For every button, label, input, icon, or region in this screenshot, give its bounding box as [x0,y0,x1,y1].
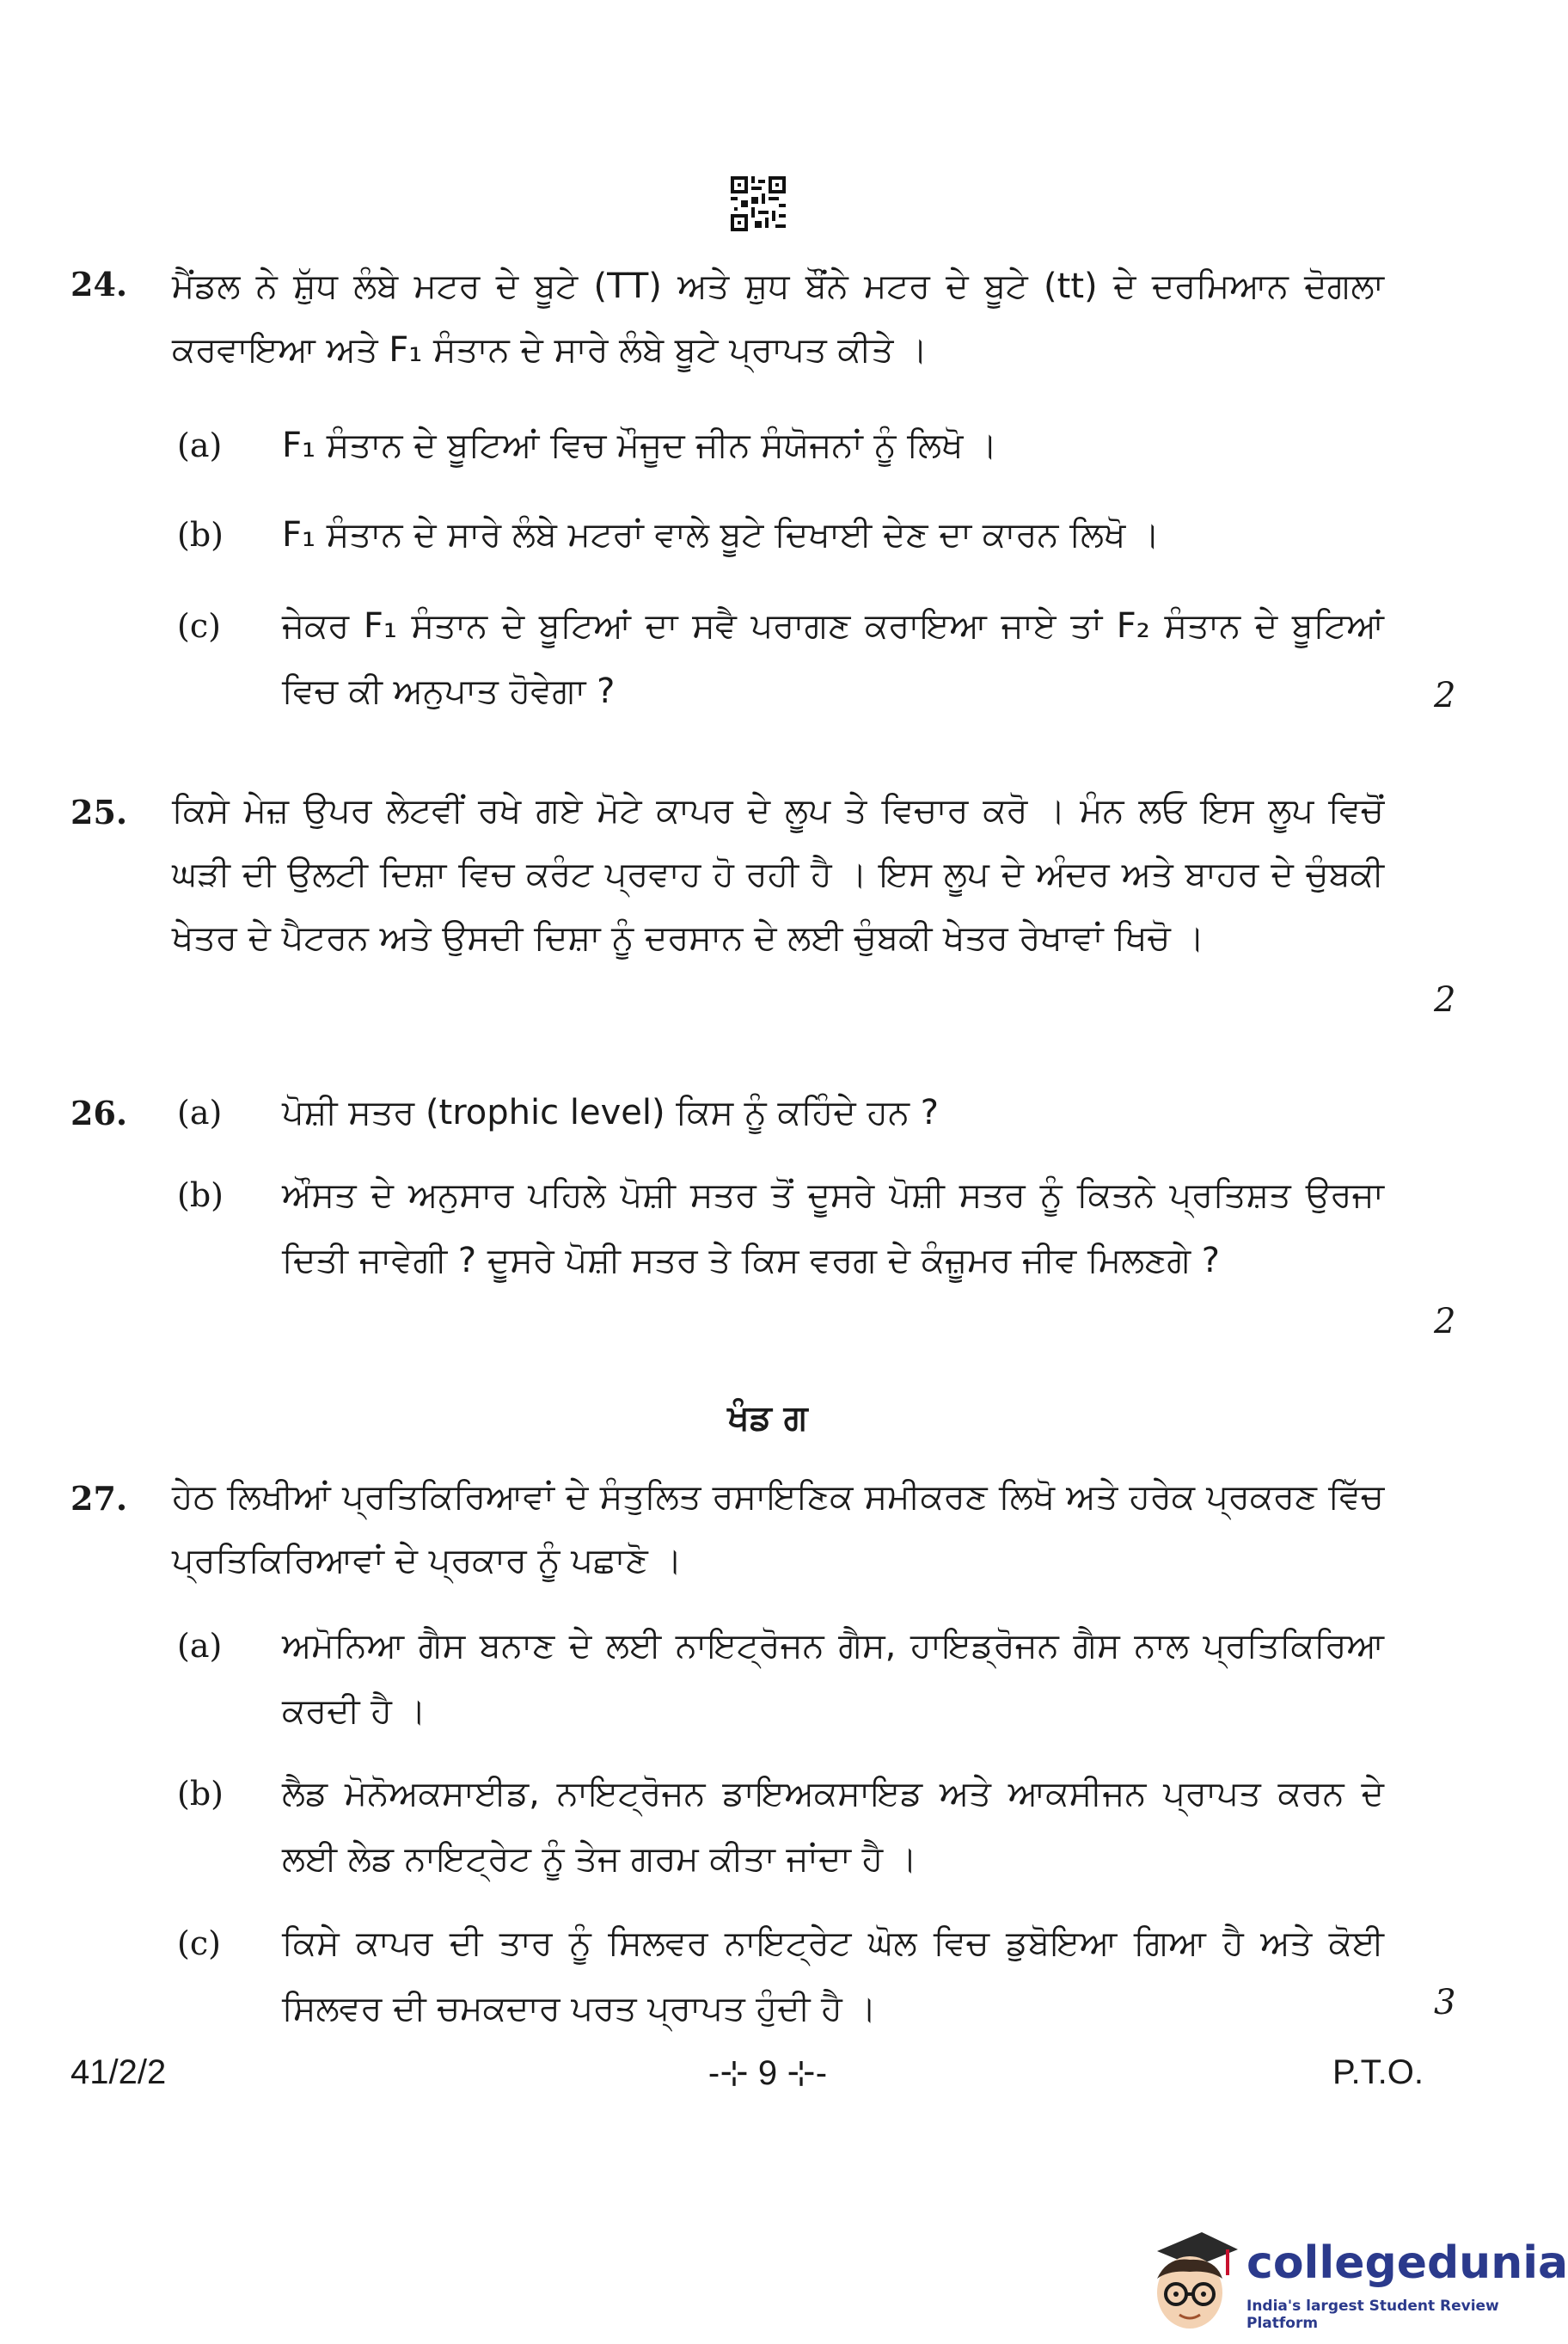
collegedunia-logo [1135,2218,1568,2344]
subpart-label: (b) [177,516,224,554]
marks: 2 [1434,980,1456,1020]
subpart-text: ਅਮੋਨਿਆ ਗੈਸ ਬਨਾਣ ਦੇ ਲਈ ਨਾਇਟ੍ਰੋਜਨ ਗੈਸ, ਹਾਇਡ੍ਰੋਜਨ ਗੈਸ ਨਾਲ ਪ੍ਰਤਿਕਿਰਿਆ ਕਰਦੀ ਹੈ । [282,1626,1384,1731]
subpart-label: (b) [177,1176,224,1214]
question-number: 25. [70,793,128,831]
subpart-label: (c) [177,1924,221,1962]
question-number: 24. [70,265,128,304]
student-mascot-icon [1142,2225,1243,2341]
marks: 3 [1434,1983,1456,2022]
subpart-label: (a) [177,1627,223,1665]
pto-label: P.T.O. [1332,2053,1424,2091]
question-text: ਮੈਂਡਲ ਨੇ ਸ਼ੁੱਧ ਲੰਬੇ ਮਟਰ ਦੇ ਬੂਟੇ (TT) ਅਤੇ ਸ਼ੁਧ ਬੌਂਨੇ ਮਟਰ ਦੇ ਬੂਟੇ (tt) ਦੇ ਦਰਮਿਆਨ ਦੋਗਲਾ ਕਰਵਾਇਆ ਅਤੇ F₁ ਸੰਤਾਨ ਦੇ ਸਾਰੇ ਲੰਬੇ ਬੂਟੇ ਪ੍ਰਾਪਤ ਕੀਤੇ । [172,267,1384,370]
subpart-text: ਜੇਕਰ F₁ ਸੰਤਾਨ ਦੇ ਬੂਟਿਆਂ ਦਾ ਸਵੈ ਪਰਾਗਣ ਕਰਾਇਆ ਜਾਏ ਤਾਂ F₂ ਸੰਤਾਨ ਦੇ ਬੂਟਿਆਂ ਵਿਚ ਕੀ ਅਨੁਪਾਤ ਹੋਵੇਗਾ ? [282,606,1384,711]
page-number: -⊹ 9 ⊹- [707,2054,828,2092]
subpart-text: ਪੋਸ਼ੀ ਸਤਰ (trophic level) ਕਿਸ ਨੂੰ ਕਹਿੰਦੇ ਹਨ ? [282,1093,939,1132]
subpart-label: (a) [177,426,223,464]
subpart-text: ਲੈਡ ਮੋਨੋਅਕਸਾਈਡ, ਨਾਇਟ੍ਰੋਜਨ ਡਾਇਅਕਸਾਇਡ ਅਤੇ ਆਕਸੀਜਨ ਪ੍ਰਾਪਤ ਕਰਨ ਦੇ ਲਈ ਲੇਡ ਨਾਇਟ੍ਰੇਟ ਨੂੰ ਤੇਜ ਗਰਮ ਕੀਤਾ ਜਾਂਦਾ ਹੈ । [282,1774,1384,1879]
subpart-text: F₁ ਸੰਤਾਨ ਦੇ ਸਾਰੇ ਲੰਬੇ ਮਟਰਾਂ ਵਾਲੇ ਬੂਟੇ ਦਿਖਾਈ ਦੇਣ ਦਾ ਕਾਰਨ ਲਿਖੋ । [282,515,1161,555]
paper-code: 41/2/2 [70,2053,167,2091]
subpart-text: ਕਿਸੇ ਕਾਪਰ ਦੀ ਤਾਰ ਨੂੰ ਸਿਲਵਰ ਨਾਇਟ੍ਰੇਟ ਘੋਲ ਵਿਚ ਡੁਬੋਇਆ ਗਿਆ ਹੈ ਅਤੇ ਕੋਈ ਸਿਲਵਰ ਦੀ ਚਮਕਦਾਰ ਪਰਤ ਪ੍ਰਾਪਤ ਹੁੰਦੀ ਹੈ । [282,1924,1384,2028]
question-number: 27. [70,1479,128,1518]
subpart-text: ਔਸਤ ਦੇ ਅਨੁਸਾਰ ਪਹਿਲੇ ਪੋਸ਼ੀ ਸਤਰ ਤੋਂ ਦੂਸਰੇ ਪੋਸ਼ੀ ਸਤਰ ਨੂੰ ਕਿਤਨੇ ਪ੍ਰਤਿਸ਼ਤ ਉਰਜਾ ਦਿਤੀ ਜਾਵੇਗੀ ? ਦੂਸਰੇ ਪੋਸ਼ੀ ਸਤਰ ਤੇ ਕਿਸ ਵਰਗ ਦੇ ਕੰਜ਼ੂਮਰ ਜੀਵ ਮਿਲਣਗੇ ? [282,1175,1384,1280]
subpart-label: (a) [177,1094,223,1132]
question-number: 26. [70,1094,128,1132]
marks: 2 [1434,1302,1456,1341]
marks: 2 [1434,676,1456,715]
question-text: ਹੇਠ ਲਿਖੀਆਂ ਪ੍ਰਤਿਕਿਰਿਆਵਾਂ ਦੇ ਸੰਤੁਲਿਤ ਰਸਾਇਣਿਕ ਸਮੀਕਰਣ ਲਿਖੋ ਅਤੇ ਹਰੇਕ ਪ੍ਰਕਰਣ ਵਿੱਚ ਪ੍ਰਤਿਕਿਰਿਆਵਾਂ ਦੇ ਪ੍ਰਕਾਰ ਨੂੰ ਪਛਾਣੋ । [172,1477,1384,1580]
subpart-label: (b) [177,1775,224,1813]
section-heading: ਖੰਡ ਗ [727,1398,808,1438]
logo-name: collegedunia [1246,2237,1568,2289]
subpart-text: F₁ ਸੰਤਾਨ ਦੇ ਬੂਟਿਆਂ ਵਿਚ ਮੌਜੂਦ ਜੀਨ ਸੰਯੋਜਨਾਂ ਨੂੰ ਲਿਖੋ । [282,426,998,465]
question-text: ਕਿਸੇ ਮੇਜ਼ ਉਪਰ ਲੇਟਵੀਂ ਰਖੇ ਗਏ ਮੋਟੇ ਕਾਪਰ ਦੇ ਲੂਪ ਤੇ ਵਿਚਾਰ ਕਰੋ । ਮੰਨ ਲਓ ਇਸ ਲੂਪ ਵਿਚੋਂ ਘੜੀ ਦੀ ਉਲਟੀ ਦਿਸ਼ਾ ਵਿਚ ਕਰੰਟ ਪ੍ਰਵਾਹ ਹੋ ਰਹੀ ਹੈ । ਇਸ ਲੂਪ ਦੇ ਅੰਦਰ ਅਤੇ ਬਾਹਰ ਦੇ ਚੁੰਬਕੀ ਖੇਤਰ ਦੇ ਪੈਟਰਨ ਅਤੇ ਉਸਦੀ ਦਿਸ਼ਾ ਨੂੰ ਦਰਸਾਨ ਦੇ ਲਈ ਚੁੰਬਕੀ ਖੇਤਰ ਰੇਖਾਵਾਂ ਖਿਚੋ । [172,791,1384,958]
logo-tagline: India's largest Student Review Platform [1246,2298,1499,2332]
qr-code-icon [731,176,786,231]
subpart-label: (c) [177,607,221,645]
